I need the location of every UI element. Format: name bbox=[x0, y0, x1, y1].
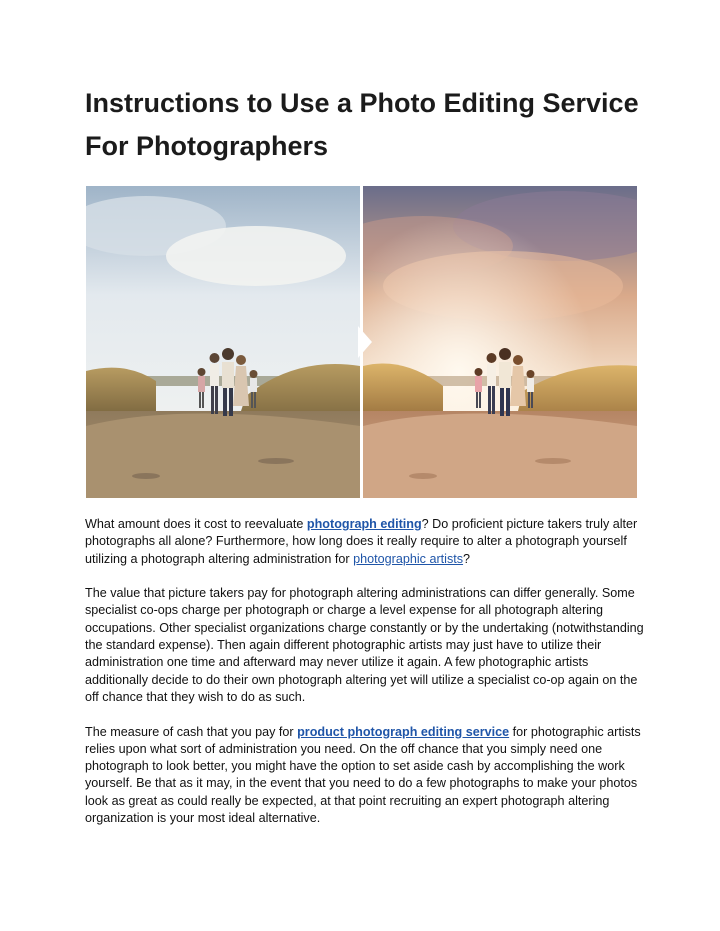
after-photo bbox=[363, 186, 637, 498]
before-after-photo bbox=[86, 186, 637, 498]
paragraph-1 bbox=[85, 516, 645, 568]
paragraph-3-text-a: The measure of cash that you pay for bbox=[85, 724, 298, 739]
paragraph-1-text-c: ? bbox=[463, 551, 471, 566]
before-photo bbox=[86, 186, 360, 498]
arrow-right-icon bbox=[358, 326, 372, 358]
paragraph-2: The value that picture takers pay for photograph altering administrations can differ generally. Some specialist co-ops charge per photograph or charge a level expense for all photograph altering occupations. Other specialist organizations charge constantly or by the undertaking (notwithstanding the standard expense). Then again different photographic artists may just have to utilize their administration one time and afterward may never utilize it again. A few photographic artists additionally decide to do their own photograph altering yet will utilize a specialist co-op again on the off chance that they wish to do as such. bbox=[85, 586, 644, 704]
page-title: Instructions to Use a Photo Editing Service For Photographers bbox=[85, 88, 639, 161]
paragraph-3-text-b: for photographic artists relies upon what sort of administration you need. On the off chance that you simply need one photograph to look better, you might have the option to set aside cash by accomplishing the work yourself. Be that as it may, in the event that you need to do a few photographs to make your photos look as great as could really be expected, at that point recruiting an expert photograph altering organization is your most ideal alternative. bbox=[85, 724, 641, 826]
photograph-editing-link[interactable]: photograph editing bbox=[306, 517, 422, 531]
article-body bbox=[85, 516, 645, 845]
paragraph-1-text-b: ? Do proficient picture takers truly alter photographs all alone? Furthermore, how long does it really require to alter a photograph yourself utilizing a photograph altering administration for bbox=[85, 517, 638, 566]
product-photo-editing-link[interactable]: product photograph editing service bbox=[297, 724, 510, 739]
paragraph-1-text-a: What amount does it cost to reevaluate bbox=[85, 517, 307, 531]
paragraph-3 bbox=[85, 724, 645, 828]
photographic-artists-link[interactable]: photographic artists bbox=[353, 551, 464, 566]
